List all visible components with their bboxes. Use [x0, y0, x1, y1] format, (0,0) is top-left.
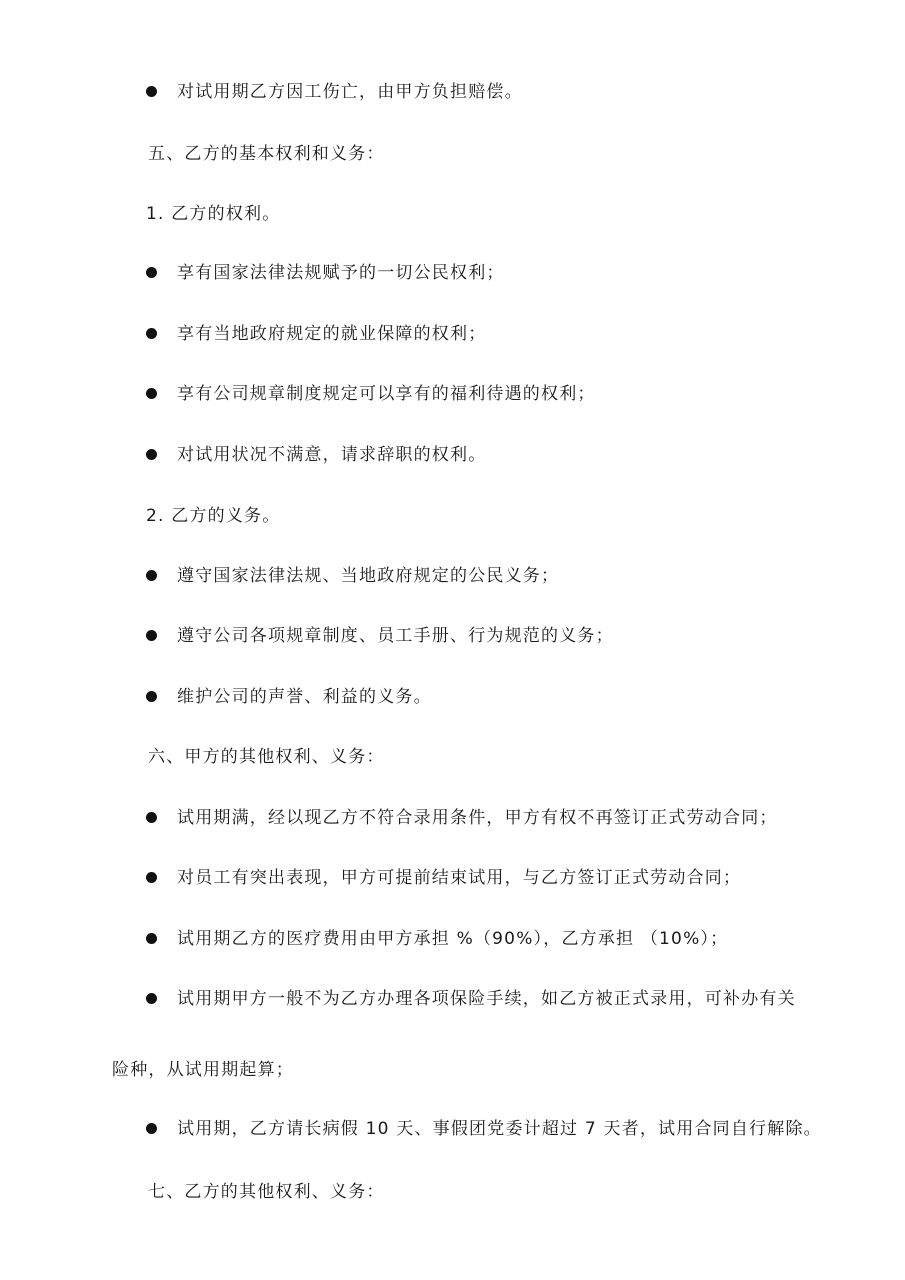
- bullet-item: 对员工有突出表现，甲方可提前结束试用，与乙方签订正式劳动合同；: [177, 868, 742, 888]
- bullet-icon: [146, 1123, 157, 1134]
- bullet-icon: [146, 993, 157, 1004]
- bullet-icon: [146, 812, 157, 823]
- bullet-icon: [146, 570, 157, 581]
- bullet-icon: [146, 933, 157, 944]
- bullet-icon: [146, 872, 157, 883]
- bullet-item: 遵守公司各项规章制度、员工手册、行为规范的义务；: [177, 626, 614, 646]
- subsection-heading: 2. 乙方的义务。: [146, 506, 281, 526]
- bullet-item: 享有国家法律法规赋予的一切公民权利；: [177, 263, 505, 283]
- bullet-item: 对试用状况不满意，请求辞职的权利。: [177, 445, 487, 465]
- bullet-item: 试用期乙方的医疗费用由甲方承担 %（90%），乙方承担 （10%）；: [177, 929, 729, 949]
- bullet-icon: [146, 630, 157, 641]
- section-heading: 五、乙方的基本权利和义务：: [148, 144, 385, 164]
- section-heading: 六、甲方的其他权利、义务：: [148, 747, 385, 767]
- bullet-continuation: 险种，从试用期起算；: [112, 1060, 294, 1080]
- bullet-icon: [146, 267, 157, 278]
- bullet-item: 对试用期乙方因工伤亡，由甲方负担赔偿。: [177, 82, 523, 102]
- bullet-item: 享有当地政府规定的就业保障的权利；: [177, 324, 487, 344]
- bullet-icon: [146, 328, 157, 339]
- subsection-heading: 1. 乙方的权利。: [146, 204, 281, 224]
- bullet-item: 试用期满，经以现乙方不符合录用条件，甲方有权不再签订正式劳动合同；: [177, 808, 778, 828]
- bullet-icon: [146, 691, 157, 702]
- bullet-item: 遵守国家法律法规、当地政府规定的公民义务；: [177, 566, 560, 586]
- bullet-icon: [146, 388, 157, 399]
- bullet-item: 维护公司的声誉、利益的义务。: [177, 687, 432, 707]
- bullet-item: 享有公司规章制度规定可以享有的福利待遇的权利；: [177, 384, 596, 404]
- bullet-item: 试用期，乙方请长病假 10 天、事假团党委计超过 7 天者，试用合同自行解除。: [177, 1119, 822, 1139]
- bullet-item: 试用期甲方一般不为乙方办理各项保险手续，如乙方被正式录用，可补办有关: [177, 989, 796, 1009]
- section-heading: 七、乙方的其他权利、义务：: [148, 1182, 385, 1202]
- bullet-icon: [146, 86, 157, 97]
- bullet-icon: [146, 449, 157, 460]
